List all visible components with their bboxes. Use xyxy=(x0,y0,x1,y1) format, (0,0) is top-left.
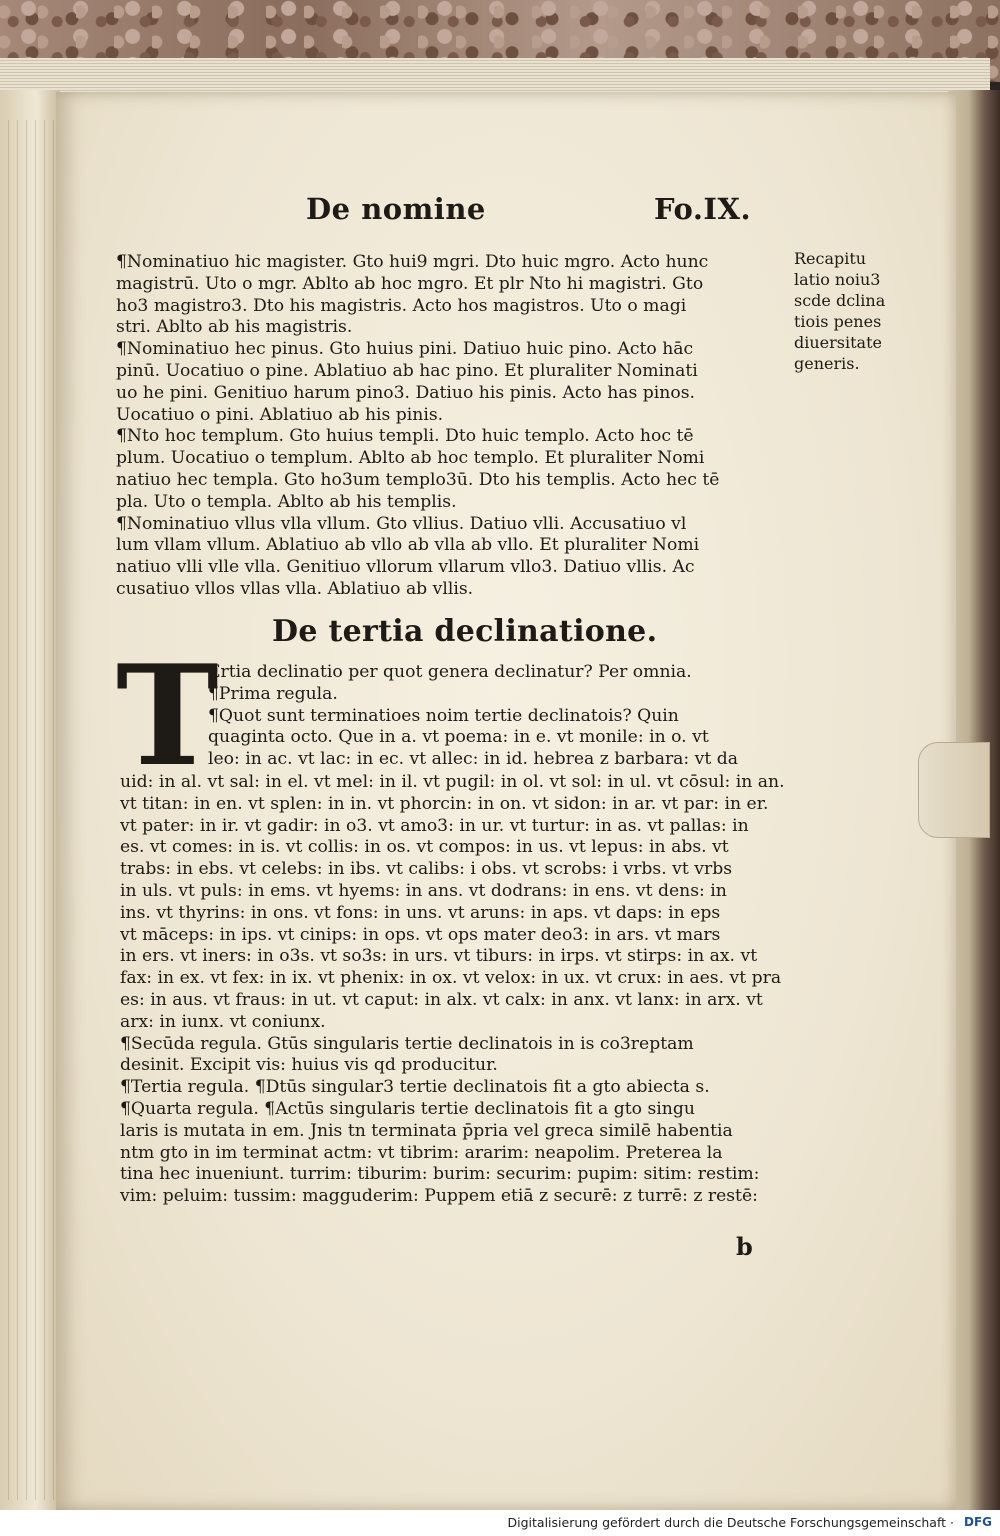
text-line: magistrū. Uto o mgr. Ablto ab hoc mgro. Et plr Nto hi magistri. Gto xyxy=(116,273,704,294)
text-line: in uls. vt puls: in ems. vt hyems: in ans. vt dodrans: in ens. vt dens: in xyxy=(120,881,727,901)
left-page-lines xyxy=(0,120,60,1500)
text-line: vt māceps: in ips. vt cinips: in ops. vt ops mater deo3: in ars. vt mars xyxy=(120,924,721,945)
signature-mark: b xyxy=(736,1232,753,1261)
text-line: uo he pini. Genitiuo harum pino3. Datiuo his pinis. Acto has pinos. xyxy=(116,382,696,403)
section-heading: De tertia declinatione. xyxy=(272,614,658,649)
text-line: vt pater: in ir. vt gadir: in o3. vt amo3: in ur. vt turtur: in as. vt pallas: in xyxy=(120,815,749,836)
text-line: ¶Tertia regula. ¶Dtūs singular3 tertie declinatois fit a gto abiecta s. xyxy=(120,1077,710,1098)
text-line: in ers. vt iners: in o3s. vt so3s: in urs. vt tiburs: in irps. vt stirps: in ax. vt xyxy=(120,946,758,967)
text-line: vt titan: in en. vt splen: in in. vt phorcin: in on. vt sidon: in ar. vt par: in er. xyxy=(120,793,769,814)
text-line: trabs: in ebs. vt celebs: in ibs. vt calibs: i obs. vt scrobs: i vrbs. vt vrbs xyxy=(120,859,733,880)
funding-credit: Digitalisierung gefördert durch die Deutsche Forschungsgemeinschaft · xyxy=(507,1515,954,1530)
text-line: tina hec inueniunt. turrim: tiburim: burim: securim: pupim: sitim: restim: xyxy=(120,1164,760,1185)
folio-number: Fo.IX. xyxy=(654,192,752,226)
text-line: es. vt comes: in is. vt collis: in os. vt compos: in us. vt lepus: in abs. vt xyxy=(120,837,729,858)
text-line: leo: in ac. vt lac: in ec. vt allec: in id. hebrea z barbara: vt da xyxy=(208,749,739,770)
margin-note-line: Recapitu xyxy=(794,249,867,268)
dfg-logo: DFG xyxy=(963,1515,992,1529)
text-line: ¶Nominatiuo hic magister. Gto hui9 mgri. Dto huic mgro. Acto hunc xyxy=(116,252,709,272)
text-line: Uocatiuo o pini. Ablatiuo ab his pinis. xyxy=(116,404,444,425)
text-line: vim: peluim: tussim: magguderim: Puppem etiā z securē: z turrē: z restē: xyxy=(120,1186,758,1207)
text-line: ¶Nto hoc templum. Gto huius templi. Dto huic templo. Acto hoc tē xyxy=(116,426,694,447)
text-line: ¶Nominatiuo hec pinus. Gto huius pini. Datiuo huic pino. Acto hāc xyxy=(116,339,694,360)
text-line: ¶Quarta regula. ¶Actūs singularis tertie declinatois fit a gto singu xyxy=(120,1099,695,1119)
book-page xyxy=(56,92,956,1510)
text-line: natiuo vlli vlle vlla. Genitiuo vllorum vllarum vllo3. Datiuo vllis. Ac xyxy=(116,557,695,578)
text-line: ¶Nominatiuo vllus vlla vllum. Gto vllius. Datiuo vlli. Accusatiuo vl xyxy=(116,513,687,534)
text-line: arx: in iunx. vt coniunx. xyxy=(120,1011,326,1032)
text-line: ¶Prima regula. xyxy=(208,683,338,704)
margin-note-line: diuersitate xyxy=(794,333,882,352)
text-line: laris is mutata in em. Jnis tn terminata p̄pria vel greca similē habentia xyxy=(120,1120,733,1141)
running-header-left: De nomine xyxy=(306,192,486,226)
text-line: lum vllam vllum. Ablatiuo ab vllo ab vlla ab vllo. Et pluraliter Nomi xyxy=(116,535,700,556)
text-line: natiuo hec templa. Gto ho3um templo3ū. Dto his templis. Acto hec tē xyxy=(116,470,720,490)
text-line: fax: in ex. vt fex: in ix. vt phenix: in ox. vt velox: in ux. vt crux: in aes. vt pra xyxy=(120,968,782,989)
text-line: plum. Uocatiuo o templum. Ablto ab hoc templo. Et pluraliter Nomi xyxy=(116,448,705,469)
footer-bar xyxy=(0,1510,1000,1536)
page-edges xyxy=(0,58,990,96)
text-line: pla. Uto o templa. Ablto ab his templis. xyxy=(116,491,457,512)
text-line: ins. vt thyrins: in ons. vt fons: in uns. vt aruns: in aps. vt daps: in eps xyxy=(120,902,721,923)
margin-note-line: generis. xyxy=(794,354,860,373)
text-line: ¶Secūda regula. Gtūs singularis tertie declinatois in is co3reptam xyxy=(120,1033,694,1054)
text-line: desinit. Excipit vis: huius vis qd producitur. xyxy=(120,1055,498,1076)
margin-note-line: tiois penes xyxy=(794,312,882,331)
text-line: quaginta octo. Que in a. vt poema: in e. vt monile: in o. vt xyxy=(208,727,709,748)
text-line: uid: in al. vt sal: in el. vt mel: in il. vt pugil: in ol. vt sol: in ul. vt cōsul: in an. xyxy=(120,772,785,792)
text-line: Ertia declinatio per quot genera declinatur? Per omnia. xyxy=(208,662,692,682)
text-line: ho3 magistro3. Dto his magistris. Acto hos magistros. Uto o magi xyxy=(116,295,687,316)
text-line: cusatiuo vllos vllas vlla. Ablatiuo ab vllis. xyxy=(116,579,474,599)
clasp xyxy=(918,742,990,838)
decorated-initial: T xyxy=(116,634,219,797)
text-line: pinū. Uocatiuo o pine. Ablatiuo ab hac pino. Et pluraliter Nominati xyxy=(116,361,698,381)
text-line: ntm gto in im terminat actm: vt tibrim: ararim: neapolim. Preterea la xyxy=(120,1142,723,1163)
text-line: stri. Ablto ab his magistris. xyxy=(116,317,353,338)
text-line: ¶Quot sunt terminatioes noim tertie declinatois? Quin xyxy=(208,705,679,726)
margin-note-line: latio noiu3 xyxy=(794,270,881,289)
text-line: es: in aus. vt fraus: in ut. vt caput: in alx. vt calx: in anx. vt lanx: in arx. vt xyxy=(120,990,763,1010)
margin-note-line: scde dclina xyxy=(794,291,886,310)
